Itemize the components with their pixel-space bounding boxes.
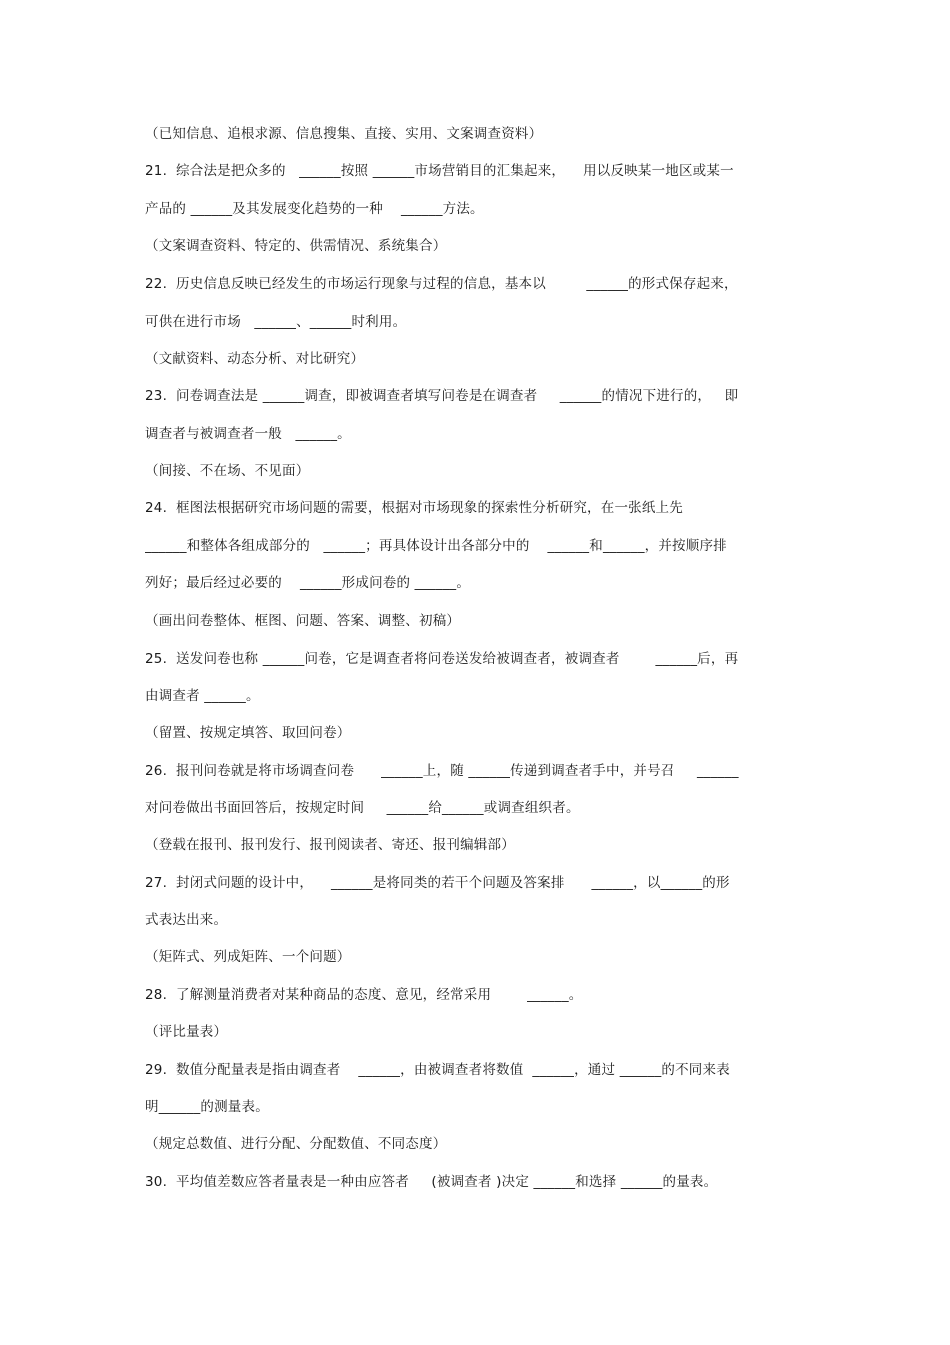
question-25-line-2: 由调查者 ______。	[145, 688, 260, 704]
question-24-line-2: ______和整体各组成部分的 ______；再具体设计出各部分中的 ______和______，并按顺序排	[145, 538, 727, 554]
question-29-line-2: 明______的测量表。	[145, 1099, 269, 1115]
question-29-line-1: 29. 数值分配量表是指由调查者 ______，由被调查者将数值 ______，通过 ______的不同来表	[145, 1062, 730, 1078]
answer-line-20: （已知信息、追根求源、信息搜集、直接、实用、文案调查资料）	[145, 126, 543, 142]
answer-line-22: （文献资料、动态分析、对比研究）	[145, 351, 365, 367]
question-22-line-1: 22. 历史信息反映已经发生的市场运行现象与过程的信息，基本以 ______的形式保存起来，	[145, 276, 738, 292]
question-27-line-1: 27. 封闭式问题的设计中， ______是将同类的若干个问题及答案排 ______，以______的形	[145, 875, 730, 891]
question-24-line-3: 列好；最后经过必要的 ______形成问卷的 ______。	[145, 575, 471, 591]
question-30-line-1: 30. 平均值差数应答者量表是一种由应答者 (被调查者 )决定 ______和选择 ______的量表。	[145, 1174, 718, 1190]
answer-line-26: （登载在报刊、报刊发行、报刊阅读者、寄还、报刊编辑部）	[145, 837, 515, 853]
question-25-line-1: 25. 送发问卷也称 ______问卷，它是调查者将问卷送发给被调查者，被调查者 ______后，再	[145, 651, 739, 667]
question-21-line-1: 21. 综合法是把众多的 ______按照 ______市场营销目的汇集起来， 用以反映某一地区或某一	[145, 163, 734, 179]
answer-line-28: （评比量表）	[145, 1024, 228, 1040]
question-26-line-2: 对问卷做出书面回答后，按规定时间 ______给______或调查组织者。	[145, 800, 580, 816]
question-24-line-1: 24. 框图法根据研究市场问题的需要，根据对市场现象的探索性分析研究，在一张纸上先	[145, 500, 683, 516]
answer-line-21: （文案调查资料、特定的、供需情况、系统集合）	[145, 238, 447, 254]
answer-line-25: （留置、按规定填答、取回问卷）	[145, 725, 351, 741]
question-26-line-1: 26. 报刊问卷就是将市场调查问卷 ______上，随 ______传递到调查者手中，并号召 ______	[145, 763, 739, 779]
question-28-line-1: 28. 了解测量消费者对某种商品的态度、意见，经常采用 ______。	[145, 987, 583, 1003]
answer-line-29: （规定总数值、进行分配、分配数值、不同态度）	[145, 1136, 447, 1152]
question-23-line-2: 调查者与被调查者一般 ______。	[145, 426, 351, 442]
answer-line-27: （矩阵式、列成矩阵、一个问题）	[145, 949, 351, 965]
question-27-line-2: 式表达出来。	[145, 912, 228, 928]
question-22-line-2: 可供在进行市场 ______、______时利用。	[145, 314, 407, 330]
answer-line-23: （间接、不在场、不见面）	[145, 463, 310, 479]
answer-line-24: （画出问卷整体、框图、问题、答案、调整、初稿）	[145, 613, 461, 629]
question-21-line-2: 产品的 ______及其发展变化趋势的一种 ______方法。	[145, 201, 484, 217]
question-23-line-1: 23. 问卷调查法是 ______调查，即被调查者填写问卷是在调查者 ______的情况下进行的， 即	[145, 388, 739, 404]
